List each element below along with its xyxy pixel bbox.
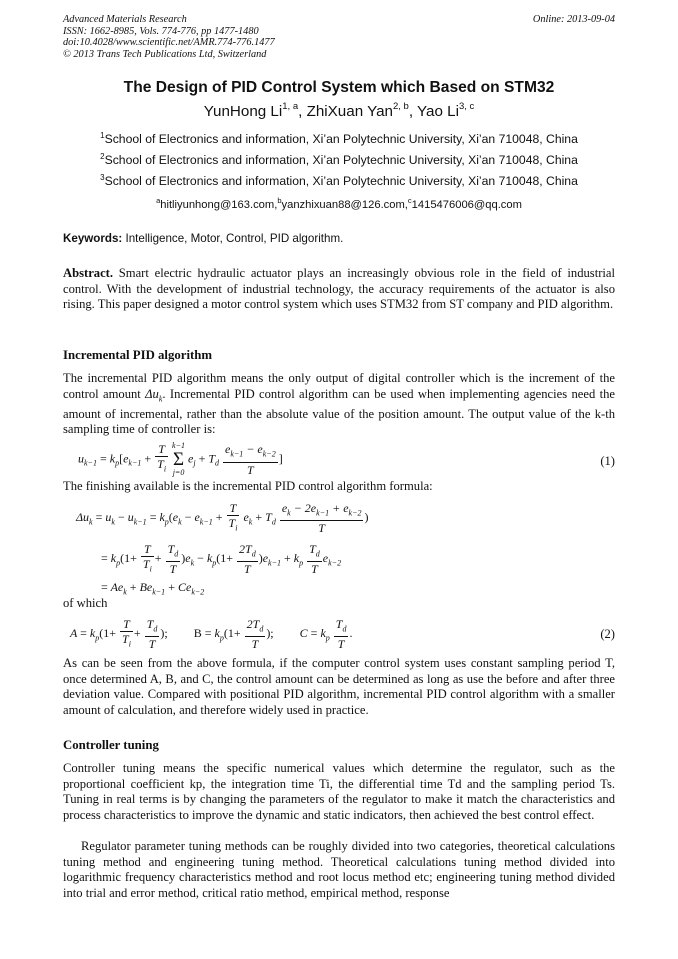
email-mark: c bbox=[407, 196, 412, 205]
abstract bbox=[63, 266, 615, 313]
copyright-line: © 2013 Trans Tech Publications Ltd, Switzerland bbox=[63, 48, 267, 60]
affiliation-text: School of Electronics and information, Xi’an Polytechnic University, Xi’an 710048, China bbox=[104, 153, 578, 167]
email-line bbox=[0, 196, 678, 211]
keywords-text: Intelligence, Motor, Control, PID algorithm. bbox=[125, 232, 344, 245]
affiliation-text: School of Electronics and information, Xi’an Polytechnic University, Xi’an 710048, China bbox=[104, 174, 578, 188]
email-address[interactable]: 1415476006@qq.com bbox=[411, 199, 522, 211]
paragraph-text: . Incremental PID control algorithm can be used when implementing agencies need the amount of incremental, rather than the absolute value of the position amount. The output value of the k-th sampling time of controller is: bbox=[63, 386, 615, 437]
email-address[interactable]: yanzhixuan88@126.com, bbox=[281, 199, 408, 211]
keywords bbox=[63, 232, 615, 245]
email-mark: a bbox=[156, 196, 161, 205]
paragraph: Controller tuning means the specific numerical values which determine the regulator, such as the proportional coefficient kp, the integration time Ti, the differential time Td and the sampling period Ts. Tuning in real terms is by changing the parameters of the regulator to make it match the characteristics and process characteristics to improve the dynamic and static indicators, then achieved the best control effect. bbox=[63, 761, 615, 822]
equation-number: (2) bbox=[600, 627, 615, 641]
affiliation bbox=[0, 152, 678, 167]
affiliation-mark: 3 bbox=[100, 173, 105, 182]
author-name: YunHong Li bbox=[203, 103, 283, 120]
equation-incremental: $\Delta u_k = u_k - u_{k-1} = k_p(e_k - e_{k-1}$ + $\frac{T}{T_i}$ $e_k + T_d$ $\frac{e_k - 2e_{k-1} + e_{k-2}}{T}$ ) bbox=[76, 501, 369, 536]
abstract-label: Abstract. bbox=[63, 266, 114, 280]
affiliation-text: School of Electronics and information, Xi’an Polytechnic University, Xi’an 710048, China bbox=[104, 132, 578, 146]
author-mark: 1, a bbox=[282, 101, 299, 112]
running-header bbox=[63, 14, 615, 60]
author-name: ZhiXuan Yan bbox=[306, 103, 393, 120]
affiliation bbox=[0, 173, 678, 188]
abstract-text: Smart electric hydraulic actuator plays an increasingly obvious role in the field of industrial control. With the development of industrial technology, the accuracy requirements of the actuator is also rising. This paper designed a motor control system which uses STM32 from ST company and PID algorithm. bbox=[63, 266, 615, 311]
email-address[interactable]: hitliyunhong@163.com, bbox=[160, 199, 278, 211]
paragraph-text: The incremental PID algorithm means the only output of digital controller which is the increment of the control amount bbox=[63, 371, 615, 401]
email-mark: b bbox=[277, 196, 282, 205]
doi-line: doi:10.4028/www.scientific.net/AMR.774-776.1477 bbox=[63, 37, 275, 49]
online-date: Online: 2013-09-04 bbox=[532, 14, 615, 25]
paragraph: Regulator parameter tuning methods can be roughly divided into two categories, theoretical calculations tuning method and engineering tuning method. Theoretical calculations tuning method divided into logarithmic frequency characteristics method and root locus method etc; engineering tuning method divided into trial and error method, critical ratio method, empirical method, response bbox=[63, 839, 615, 900]
issn-line: ISSN: 1662-8985, Vols. 774-776, pp 1477-1480 bbox=[63, 25, 259, 37]
math-delta-u: $\Delta u_k$ bbox=[145, 386, 163, 404]
section-heading-incremental-pid: Incremental PID algorithm bbox=[63, 348, 213, 362]
paragraph: As can be seen from the above formula, if the computer control system uses constant sampling period T, once determined A, B, and C, the control amount can be determined as long as use the before and after three deviation value. Compared with positional PID algorithm, incremental PID control algorithm with a smaller amount of calculation, and therefore widely used in practice. bbox=[63, 656, 615, 717]
equation-expanded: = $k_p(1+$ $\frac{T}{T_i}$ + $\frac{T_d}{T}$ )$e_k - k_p(1+$ $\frac{2T_d}{T}$ )$e_{k-1} + k_p$ $\frac{T_d}{T}$ $e_{k-2}$ bbox=[101, 542, 342, 577]
equation-number: (1) bbox=[600, 454, 615, 468]
author-list: YunHong Li$^{1, a}$, ZhiXuan Yan$^{2, b}$, Yao Li$^{3, c}$ bbox=[203, 101, 475, 120]
journal-name: Advanced Materials Research bbox=[63, 14, 187, 25]
affiliation-mark: 2 bbox=[100, 152, 105, 161]
paragraph: The finishing available is the incremental PID control algorithm formula: bbox=[63, 479, 433, 493]
equation-2: $A = k_p(1+$ $\frac{T}{T_i}$ + $\frac{T_d}{T}$ ); $B = k_p(1+$ $\frac{2T_d}{T}$ ); $C = k_p$ $\frac{T_d}{T}$ . bbox=[70, 617, 353, 652]
keywords-label: Keywords: bbox=[63, 232, 123, 245]
paragraph bbox=[63, 371, 615, 438]
affiliation-mark: 1 bbox=[100, 131, 105, 140]
paragraph: of which bbox=[63, 596, 108, 610]
equation-1: $u_{k-1} = k_p[e_{k-1}$ + $\frac{T}{T_i}$ k−1 Σ j=0 $e_j + T_d$ $\frac{e_{k-1} - e_{k-2}}{T}$ ] bbox=[78, 441, 283, 477]
paper-title: The Design of PID Control System which Based on STM32 bbox=[123, 79, 555, 96]
author-mark: 3, c bbox=[458, 101, 475, 112]
author-mark: 2, b bbox=[393, 101, 409, 112]
author-name: Yao Li bbox=[417, 103, 459, 120]
equation-coefficients: = $Ae_k + Be_{k-1} + Ce_{k-2}$ bbox=[101, 580, 205, 597]
affiliation bbox=[0, 131, 678, 146]
section-heading-controller-tuning: Controller tuning bbox=[63, 738, 159, 752]
